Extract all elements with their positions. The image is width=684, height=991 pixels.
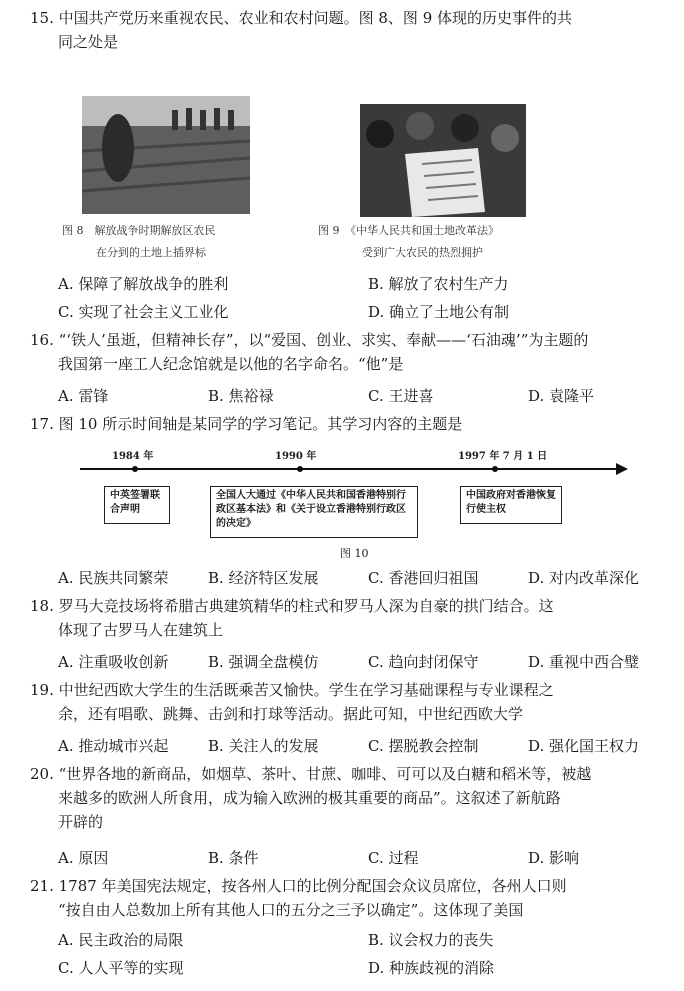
question-20-stem-line1: 20. “世界各地的新商品，如烟草、茶叶、甘蔗、咖啡、可可以及白糖和稻米等，被越 — [30, 765, 592, 783]
question-21-options-row2 — [58, 956, 658, 980]
figure-8-caption — [62, 220, 216, 264]
question-21-stem-line2: “按自由人总数加上所有其他人口的五分之三予以确定”。这体现了美国 — [58, 901, 524, 919]
option-b[interactable]: B. 强调全盘模仿 — [208, 653, 319, 671]
option-b[interactable]: B. 条件 — [208, 849, 259, 867]
option-a[interactable]: A. 原因 — [58, 849, 109, 867]
option-a[interactable]: A. 民主政治的局限 — [58, 931, 184, 949]
figure-8-caption-line1: 图 8 解放战争时期解放区农民 — [62, 224, 216, 237]
option-c[interactable]: C. 过程 — [368, 849, 419, 867]
figure-10-label: 图 10 — [340, 547, 369, 560]
question-15-stem-line1: 15. 中国共产党历来重视农民、农业和农村问题。图 8、图 9 体现的历史事件的共 — [30, 9, 573, 27]
figure-9-caption — [318, 220, 499, 264]
option-d[interactable]: D. 袁隆平 — [528, 387, 595, 405]
option-a[interactable]: A. 注重吸收创新 — [58, 653, 169, 671]
figure-8-photo — [82, 96, 250, 214]
question-15-stem — [30, 6, 670, 54]
question-19-stem-line1: 19. 中世纪西欧大学生的生活既乘苦又愉快。学生在学习基础课程与专业课程之 — [30, 681, 554, 699]
option-d[interactable]: D. 确立了土地公有制 — [368, 303, 510, 321]
question-18-stem — [30, 594, 670, 642]
timeline-label-1997: 1997 年 7 月 1 日 — [458, 451, 548, 462]
figure-9-photo — [360, 104, 526, 217]
option-b[interactable]: B. 关注人的发展 — [208, 737, 319, 755]
question-15-options-row2 — [58, 300, 658, 324]
question-18-options — [58, 650, 658, 674]
option-a[interactable]: A. 雷锋 — [58, 387, 109, 405]
question-21-stem — [30, 874, 670, 922]
question-16-stem — [30, 328, 670, 376]
option-c[interactable]: C. 摆脱教会控制 — [368, 737, 479, 755]
timeline-label-1984: 1984 年 — [112, 451, 154, 462]
timeline-box-1984: 中英签署联合声明 — [104, 486, 170, 524]
timeline-box-1990: 全国人大通过《中华人民共和国香港特别行政区基本法》和《关于设立香港特别行政区的决定》 — [210, 486, 418, 538]
option-b[interactable]: B. 焦裕禄 — [208, 387, 274, 405]
question-16-options — [58, 384, 658, 408]
timeline-label-1990: 1990 年 — [275, 451, 317, 462]
question-16-stem-line2: 我国第一座工人纪念馆就是以他的名字命名。“他”是 — [58, 355, 404, 373]
option-a[interactable]: A. 保障了解放战争的胜利 — [58, 275, 229, 293]
option-a[interactable]: A. 民族共同繁荣 — [58, 569, 169, 587]
question-17-options — [58, 566, 658, 590]
question-17-stem — [30, 412, 670, 436]
option-d[interactable]: D. 种族歧视的消除 — [368, 959, 495, 977]
option-d[interactable]: D. 重视中西合璧 — [528, 653, 640, 671]
question-16-stem-line1: 16. “‘铁人’虽逝，但精神长存”，以“爱国、创业、求实、奉献——‘石油魂’”为主题的 — [30, 331, 589, 349]
timeline-axis — [80, 462, 630, 476]
option-d[interactable]: D. 强化国王权力 — [528, 737, 640, 755]
figure-8-caption-line2: 在分到的土地上插界标 — [96, 246, 206, 259]
question-20-stem-line2: 来越多的欧洲人所食用，成为输入欧洲的极其重要的商品”。这叙述了新航路 — [58, 789, 561, 807]
question-17-stem-text: 17. 图 10 所示时间轴是某同学的学习笔记。其学习内容的主题是 — [30, 415, 463, 433]
option-b[interactable]: B. 解放了农村生产力 — [368, 275, 509, 293]
question-18-stem-line1: 18. 罗马大竞技场将希腊古典建筑精华的柱式和罗马人深为自豪的拱门结合。这 — [30, 597, 554, 615]
option-c[interactable]: C. 趋向封闭保守 — [368, 653, 479, 671]
question-21-stem-line1: 21. 1787 年美国宪法规定，按各州人口的比例分配国会众议员席位，各州人口则 — [30, 877, 567, 895]
question-19-stem — [30, 678, 670, 726]
option-c[interactable]: C. 实现了社会主义工业化 — [58, 303, 229, 321]
option-b[interactable]: B. 议会权力的丧失 — [368, 931, 494, 949]
figure-9-caption-line1: 图 9 《中华人民共和国土地改革法》 — [318, 224, 499, 237]
figure-9-caption-line2: 受到广大农民的热烈拥护 — [362, 246, 483, 259]
option-d[interactable]: D. 影响 — [528, 849, 580, 867]
question-15-options-row1 — [58, 272, 658, 296]
question-20-options — [58, 846, 658, 870]
question-20-stem-line3: 开辟的 — [58, 813, 104, 831]
timeline-box-1997: 中国政府对香港恢复行使主权 — [460, 486, 562, 524]
question-21-options-row1 — [58, 928, 658, 952]
option-c[interactable]: C. 人人平等的实现 — [58, 959, 184, 977]
option-b[interactable]: B. 经济特区发展 — [208, 569, 319, 587]
question-19-options — [58, 734, 658, 758]
question-20-stem — [30, 762, 670, 834]
question-19-stem-line2: 余，还有唱歌、跳舞、击剑和打球等活动。据此可知，中世纪西欧大学 — [58, 705, 524, 723]
option-c[interactable]: C. 王进喜 — [368, 387, 434, 405]
option-d[interactable]: D. 对内改革深化 — [528, 569, 640, 587]
question-15-stem-line2: 同之处是 — [58, 33, 119, 51]
option-c[interactable]: C. 香港回归祖国 — [368, 569, 479, 587]
question-18-stem-line2: 体现了古罗马人在建筑上 — [58, 621, 224, 639]
option-a[interactable]: A. 推动城市兴起 — [58, 737, 169, 755]
